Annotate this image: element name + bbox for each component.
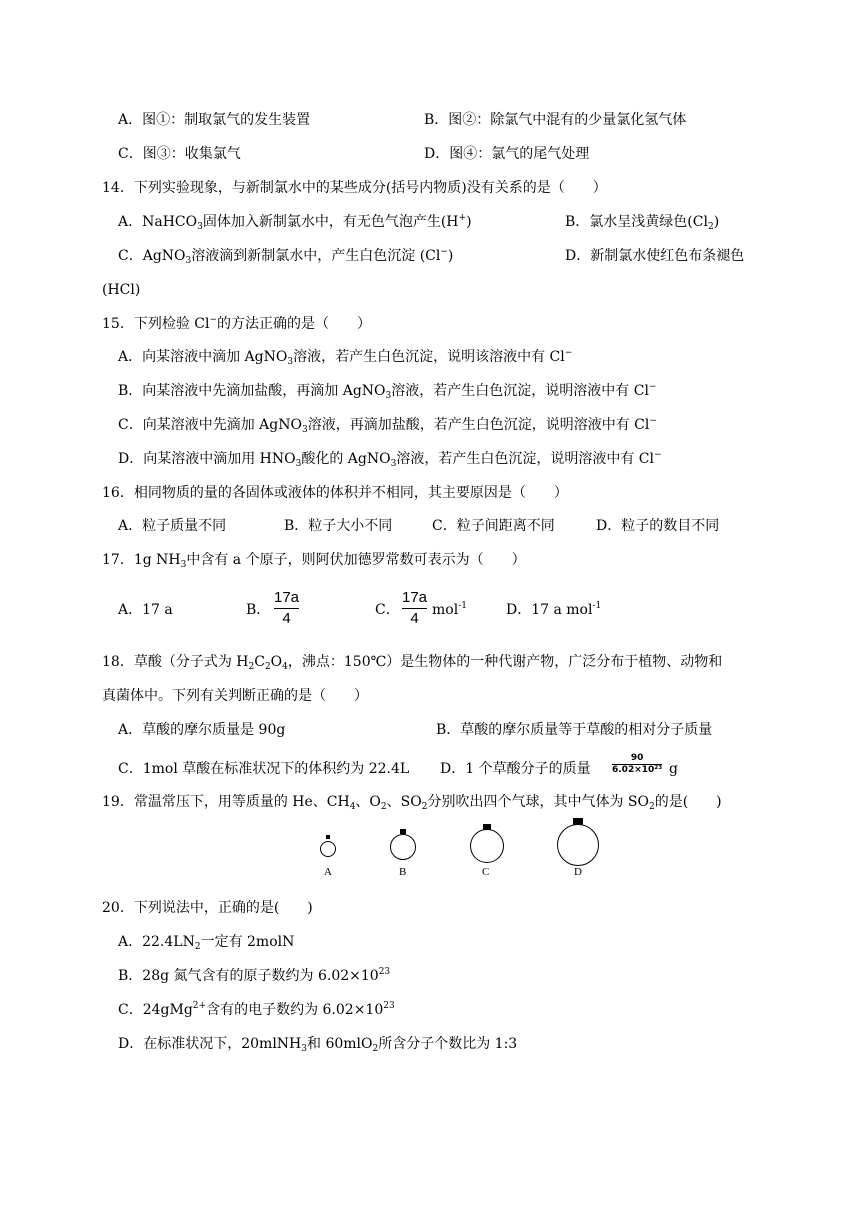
balloon-a-icon xyxy=(319,835,337,859)
q16-option-b: B．粒子大小不同 xyxy=(284,518,393,534)
balloon-d-label: D xyxy=(574,866,582,878)
q14-option-d-tail: (HCl) xyxy=(102,282,141,298)
fraction-numerator: 90 xyxy=(630,753,644,763)
q13-option-a: A．图①：制取氯气的发生装置 xyxy=(118,112,311,128)
q13-option-b: B．图②：除氯气中混有的少量氯化氢气体 xyxy=(424,112,687,128)
q14-option-b: B．氯水呈浅黄绿色$(Cl_2)$ xyxy=(565,214,720,232)
q16-option-a: A．粒子质量不同 xyxy=(118,518,227,534)
q17-stem: 17．1g $NH_3$中含有 a 个原子，则阿伏加德罗常数可表示为（ ） xyxy=(102,552,526,570)
q17-option-b-label: B． xyxy=(246,602,271,618)
q17-option-d: D．17 a mol$^{-1}$ xyxy=(506,601,602,618)
balloon-b-label: B xyxy=(399,866,407,878)
q13-option-d: D．图④：氯气的尾气处理 xyxy=(424,146,590,162)
q18-option-d-unit: g xyxy=(669,761,678,777)
q19-stem: 19．常温常压下，用等质量的 He、$CH_4$、$O_2$、$SO_2$分别吹出四个气球，其中气体为 $SO_2$的是( ) xyxy=(102,794,722,812)
q20-option-c: C．24gMg$^{2+}$含有的电子数约为 $6.02\times 10^{23}$ xyxy=(118,1001,395,1018)
q18-option-a: A．草酸的摩尔质量是 90g xyxy=(118,722,286,738)
fraction-numerator: 17a xyxy=(274,589,300,606)
fraction-denominator: 6.02×10²³ xyxy=(612,765,663,775)
q20-stem: 20．下列说法中，正确的是( ) xyxy=(102,900,313,916)
q18-option-d: D．1 个草酸分子的质量 xyxy=(440,761,591,777)
balloon-c-label: C xyxy=(482,866,490,878)
q20-option-a: A．$22.4LN_2$一定有 2molN xyxy=(118,934,295,952)
q16-option-d: D．粒子的数目不同 xyxy=(596,518,720,534)
q14-option-d: D．新制氯水使红色布条褪色 xyxy=(565,248,745,264)
q16-stem: 16．相同物质的量的各固体或液体的体积并不相同，其主要原因是（ ） xyxy=(102,485,568,501)
q14-option-a: A．NaHCO$_3$固体加入新制氯水中，有无色气泡产生(H+) xyxy=(118,213,472,232)
q17-option-b-fraction xyxy=(274,588,299,629)
q15-option-d: D．向某溶液中滴加用 $HNO_3$酸化的 AgNO$_3$溶液，若产生白色沉淀，说明溶液中有 Cl− xyxy=(118,450,662,469)
q17-option-c-unit: mol$^{-1}$ xyxy=(432,601,467,618)
q15-stem: 15．下列检验 Cl−的方法正确的是（ ） xyxy=(102,315,372,332)
q14-option-c: C．AgNO$_3$溶液滴到新制氯水中，产生白色沉淀 (Cl−) xyxy=(118,247,454,266)
balloon-a-label: A xyxy=(324,866,332,878)
q14-stem: 14．下列实验现象，与新制氯水中的某些成分(括号内物质)没有关系的是（ ） xyxy=(102,180,607,196)
q20-option-d: D．在标准状况下，20mlNH$_3$和 60mlO$_2$所含分子个数比为 1:3 xyxy=(118,1036,518,1054)
q17-option-c-fraction xyxy=(402,588,427,629)
q18-stem-line2: 真菌体中。下列有关判断正确的是（ ） xyxy=(102,688,368,704)
fraction-denominator: 4 xyxy=(282,610,291,627)
q18-option-d-fraction xyxy=(612,753,662,776)
balloon-d-icon xyxy=(556,818,600,866)
q18-stem-line1: 18．草酸（分子式为 $H_2C_2O_4$，沸点：150℃）是生物体的一种代谢产物，广泛分布于植物、动物和 xyxy=(102,654,723,672)
balloon-b-icon xyxy=(389,829,417,861)
q16-option-c: C．粒子间距离不同 xyxy=(432,518,555,534)
fraction-numerator: 17a xyxy=(402,589,428,606)
q18-option-c: C．1mol 草酸在标准状况下的体积约为 22.4L xyxy=(118,761,410,777)
fraction-denominator: 4 xyxy=(410,610,419,627)
q20-option-b: B．28g 氮气含有的原子数约为 $6.02\times 10^{23}$ xyxy=(118,967,391,984)
q18-option-b: B．草酸的摩尔质量等于草酸的相对分子质量 xyxy=(436,722,713,738)
q13-option-c: C．图③：收集氯气 xyxy=(118,146,241,162)
q17-option-a: A．17 a xyxy=(118,602,173,618)
q15-option-c: C．向某溶液中先滴加 AgNO$_3$溶液，再滴加盐酸，若产生白色沉淀，说明溶液中有 Cl− xyxy=(118,416,657,435)
q15-option-b: B．向某溶液中先滴加盐酸，再滴加 AgNO$_3$溶液，若产生白色沉淀，说明溶液中有 Cl− xyxy=(118,382,657,401)
q17-option-c-label: C． xyxy=(375,602,400,618)
balloon-c-icon xyxy=(469,824,505,864)
q15-option-a: A．向某溶液中滴加 AgNO$_3$溶液，若产生白色沉淀，说明该溶液中有 Cl− xyxy=(118,348,573,367)
